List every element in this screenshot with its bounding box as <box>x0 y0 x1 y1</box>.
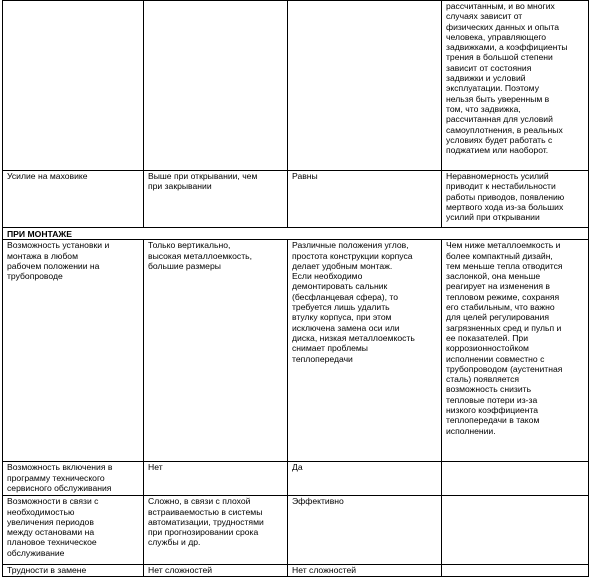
table-row <box>3 565 589 576</box>
table-row <box>3 496 589 565</box>
table-cell: Усилие на маховике <box>3 171 144 228</box>
table-cell <box>3 1 144 171</box>
table-cell: Нет <box>144 462 288 496</box>
table-cell: Неравномерность усилий приводит к нестабильности работы приводов, появлению мертвого хода из-за больших усилий при открывании <box>442 171 589 228</box>
table-cell <box>288 1 442 171</box>
section-row <box>3 228 589 240</box>
table-cell: Выше при открывании, чем при закрывании <box>144 171 288 228</box>
table-cell: Равны <box>288 171 442 228</box>
table-cell <box>442 462 589 496</box>
table-cell: рассчитанным, и во многих случаях зависит от физических данных и опыта человека, управляющего задвижками, а коэффициенты трения в большой степени зависит от состояния задвижки и условий эксплуатации. Поэтому нельзя быть уверенным в том, что задвижка, рассчитанная для условий самоуплотнения, в реальных условиях будет работать с поджатием или наоборот. <box>442 1 589 171</box>
table-cell: Возможность включения в программу технического сервисного обслуживания <box>3 462 144 496</box>
table-cell: Чем ниже металлоемкость и более компактный дизайн, тем меньше тепла отводится заслонкой, она меньше реагирует на изменения в тепловом режиме, сохраняя его стабильным, что важно для целей регулирования загрязненных сред и пульп и ее показателей. При коррозионностойком исполнении совместно с трубопроводом (аустенитная сталь) появляется возможность снизить тепловые потери из-за низкого коэффициента теплопередачи в таком исполнении. <box>442 240 589 462</box>
table-cell <box>144 1 288 171</box>
table-cell: Да <box>288 462 442 496</box>
table-cell: Различные положения углов, простота конструкции корпуса делает удобным монтаж. Если необходимо демонтировать сальник (бесфланцевая сфера), то требуется лишь удалить втулку корпуса, при этом исключена замена оси или диска, низкая металлоемкость снимает проблемы теплопередачи <box>288 240 442 462</box>
table-cell: Эффективно <box>288 496 442 565</box>
table-cell <box>442 565 589 576</box>
table-cell: Возможность установки и монтажа в любом рабочем положении на трубопроводе <box>3 240 144 462</box>
table-cell <box>442 496 589 565</box>
table-cell: Нет сложностей <box>144 565 288 576</box>
table-row <box>3 462 589 496</box>
comparison-table <box>2 0 589 577</box>
table-cell: Сложно, в связи с плохой встраиваемостью в системы автоматизации, трудностями при прогнозировании срока службы и др. <box>144 496 288 565</box>
table-cell: Возможности в связи с необходимостью увеличения периодов между остановами на плановое техническое обслуживание <box>3 496 144 565</box>
table-cell: Нет сложностей <box>288 565 442 576</box>
table-row <box>3 240 589 462</box>
table-row <box>3 171 589 228</box>
table-cell: Только вертикально, высокая металлоемкость, большие размеры <box>144 240 288 462</box>
table-cell: Трудности в замене <box>3 565 144 576</box>
table-row <box>3 1 589 171</box>
section-heading: ПРИ МОНТАЖЕ <box>3 228 589 240</box>
